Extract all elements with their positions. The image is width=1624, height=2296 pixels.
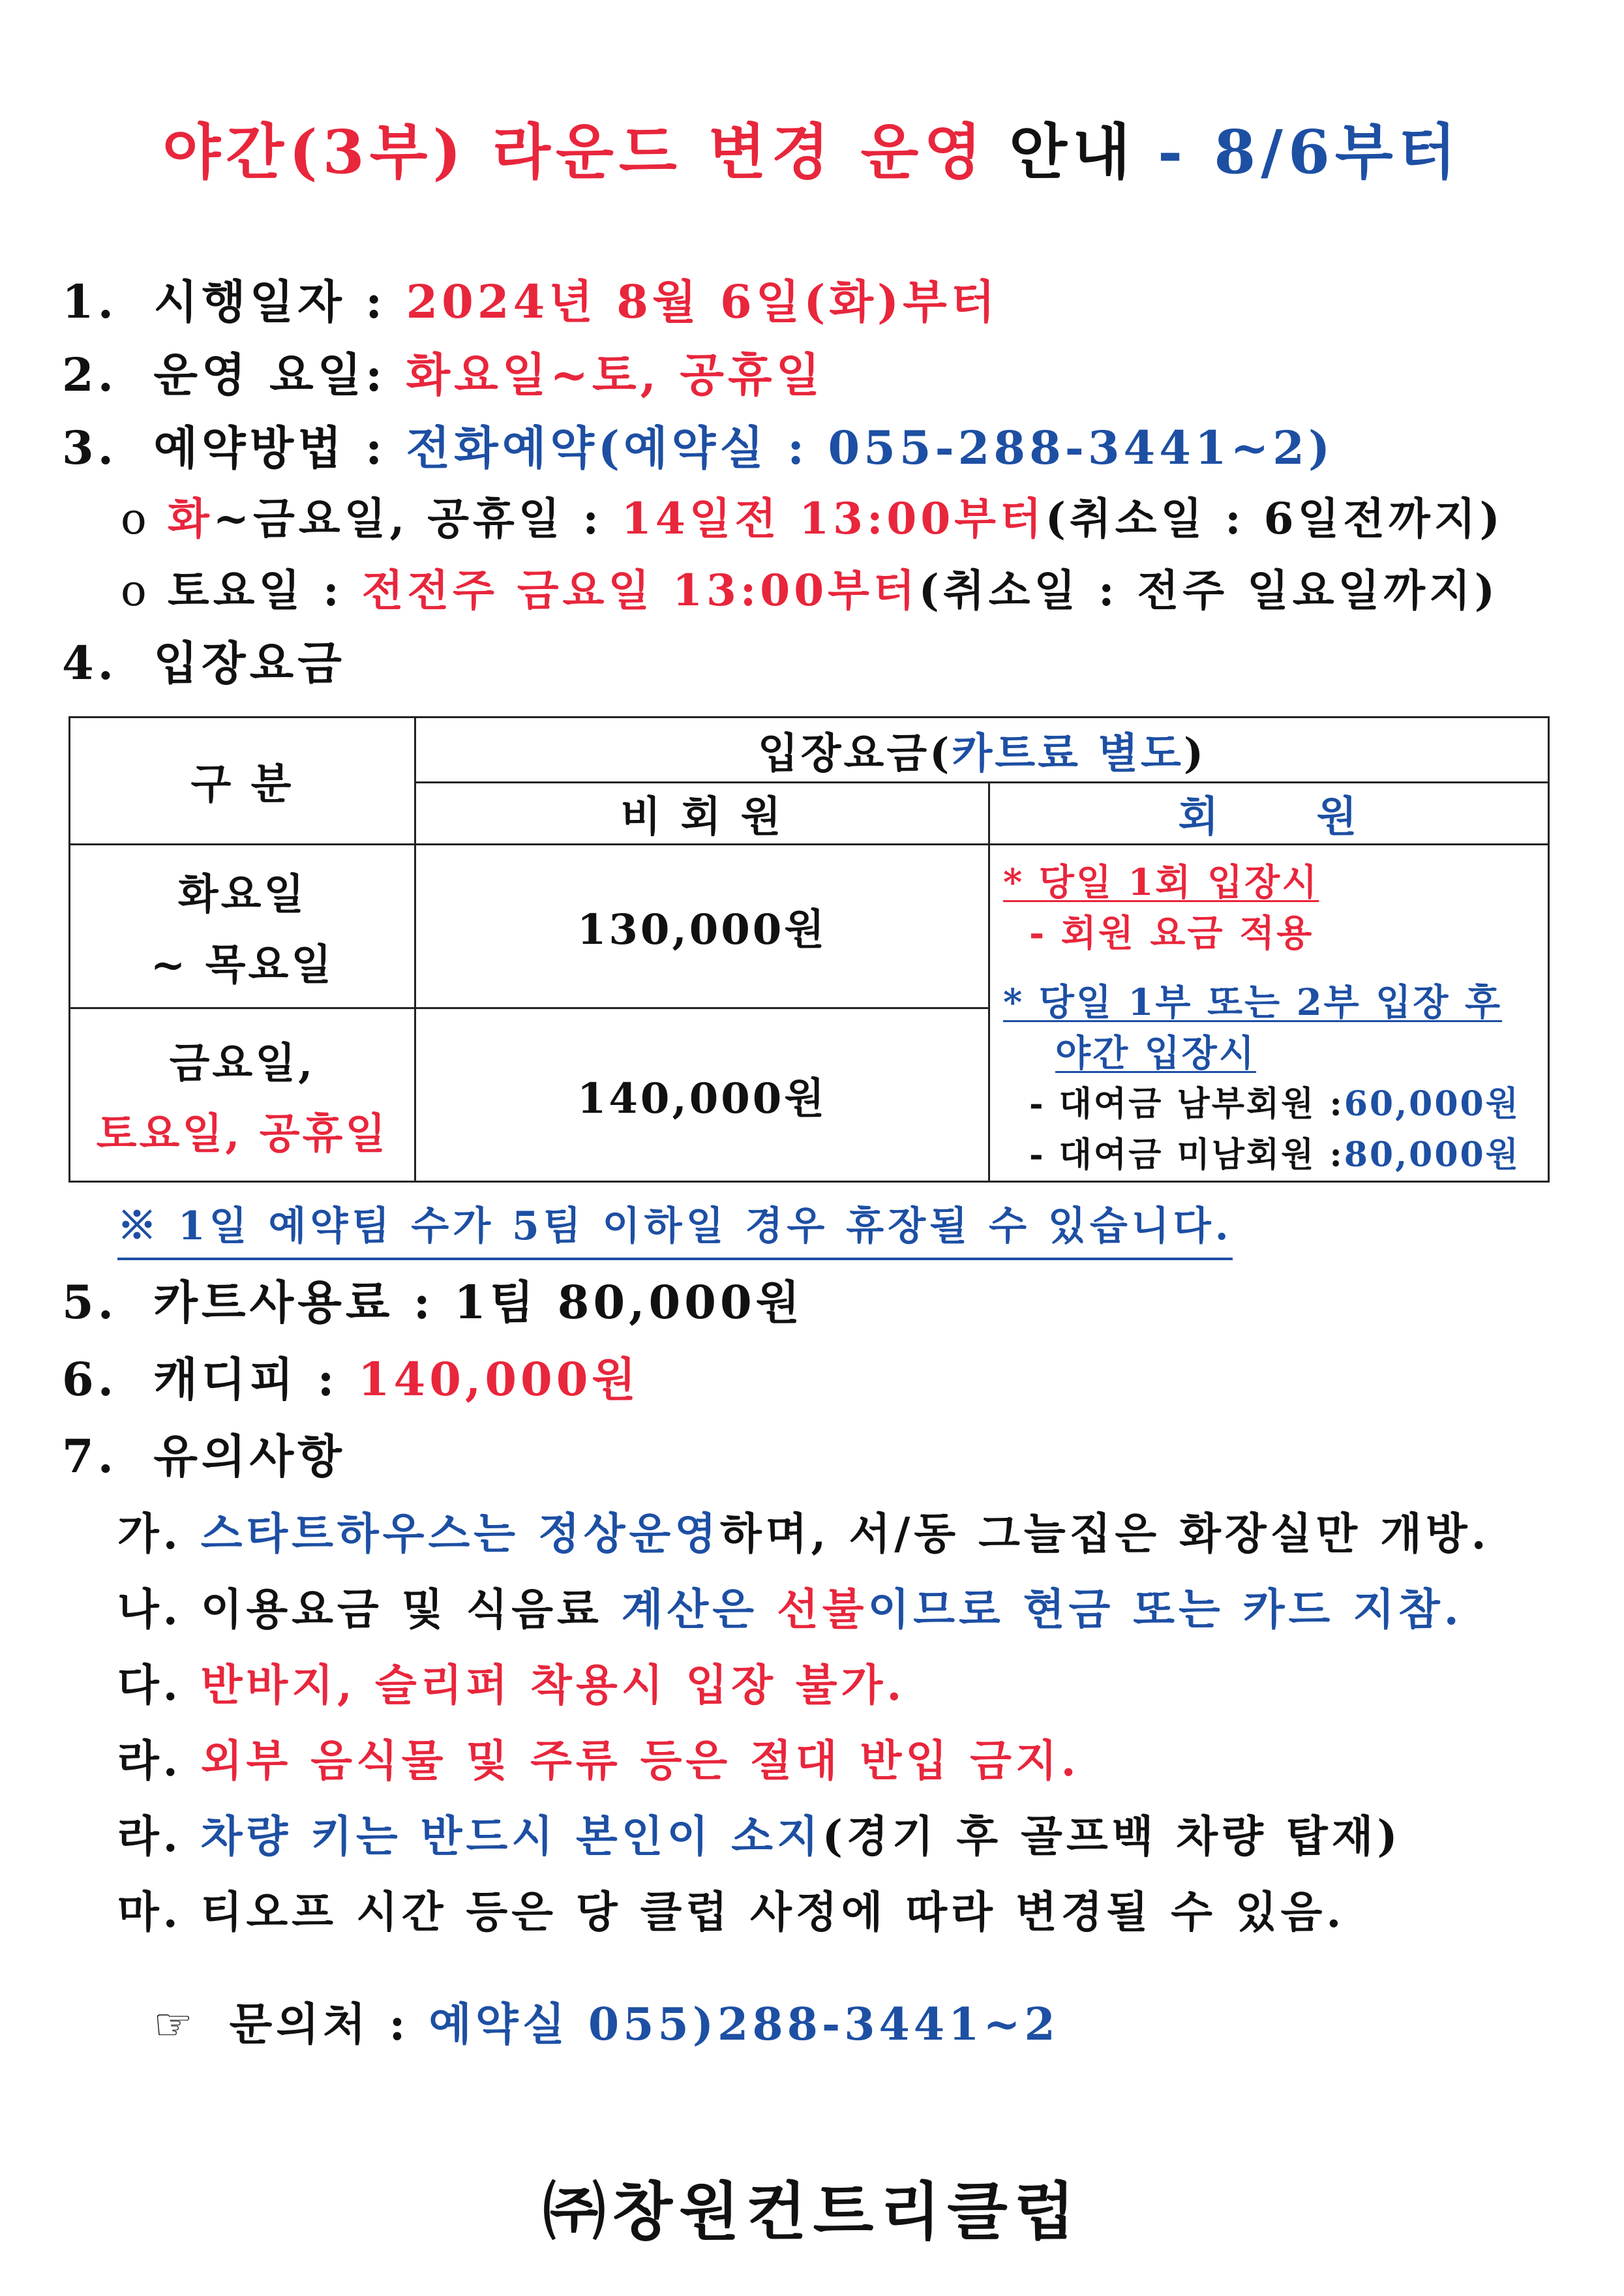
member-note-2-sub2 <box>1003 1130 1548 1181</box>
member-header: 회 원 <box>989 783 1549 845</box>
reservation-saturday-value: 전전주 금요일 13:00부터 <box>361 565 919 616</box>
note-ra-1 <box>117 1735 1080 1786</box>
section-start-date <box>62 275 999 329</box>
reservation-weekday-label-red: 화 <box>168 493 213 544</box>
note-ga-black: 하며, 서/동 그늘집은 화장실만 개방. <box>720 1508 1490 1559</box>
member-note-2-sub2-label: - 대여금 미남회원 : <box>1029 1135 1344 1175</box>
section-number: 4. <box>62 636 118 690</box>
note-na-blue2: 이므로 현금 또는 카드 지참. <box>867 1584 1463 1635</box>
weekday-line1: 화요일 <box>177 870 307 920</box>
note-prefix: 라. <box>117 1811 182 1862</box>
section-cart-fee <box>62 1275 804 1329</box>
section-value: 1팀 80,000원 <box>454 1275 804 1329</box>
reservation-saturday <box>121 565 1499 616</box>
title-black-part: 안내 <box>1009 117 1136 187</box>
weekend-line1: 금요일, <box>169 1038 316 1088</box>
member-note-2-sub2-value: 80,000원 <box>1344 1135 1520 1175</box>
section-number: 3. <box>62 421 118 475</box>
member-note-2-sub1 <box>1003 1079 1548 1130</box>
weekend-cell <box>70 1008 415 1182</box>
note-ra-2 <box>117 1811 1402 1862</box>
non-member-header: 비 회 원 <box>415 783 989 845</box>
section-label: 유의사항 <box>153 1429 346 1483</box>
note-ga <box>117 1508 1490 1559</box>
reservation-weekday <box>121 493 1504 544</box>
weekday-cell <box>70 845 415 1008</box>
note-ma-black: 티오프 시간 등은 당 클럽 사정에 따라 변경될 수 있음. <box>200 1886 1346 1937</box>
section-label: 운영 요일: <box>153 348 387 402</box>
member-note-1-sub: - 회원 요금 적용 <box>1029 912 1314 955</box>
section-label: 카트사용료 : <box>153 1275 434 1329</box>
note-na <box>117 1584 1463 1635</box>
note-ma <box>117 1886 1346 1937</box>
fee-header <box>415 718 1549 783</box>
organization-name: ㈜창원컨트리클럽 <box>543 2175 1081 2248</box>
table-row <box>70 845 1549 1008</box>
section-label: 시행일자 : <box>153 275 387 329</box>
member-note-2: * 당일 1부 또는 2부 입장 후 <box>1003 981 1503 1024</box>
note-prefix: 마. <box>117 1886 182 1937</box>
note-na-blue1: 계산은 <box>621 1584 758 1635</box>
fee-header-suffix: ) <box>1183 729 1207 778</box>
section-number: 7. <box>62 1429 118 1483</box>
weekday-price: 130,000원 <box>415 845 989 1008</box>
member-note-1: * 당일 1회 입장시 <box>1003 861 1319 904</box>
weekday-line2: ~ 목요일 <box>150 941 335 990</box>
member-note-2-cont: 야간 입장시 <box>1055 1032 1256 1075</box>
member-note-2-sub1-value: 60,000원 <box>1344 1084 1520 1124</box>
note-na-red: 선불 <box>776 1584 868 1635</box>
weekend-price: 140,000원 <box>415 1008 989 1182</box>
section-value: 화요일~토, 공휴일 <box>406 348 824 402</box>
note-ra2-blue: 차량 키는 반드시 본인이 소지 <box>200 1811 822 1862</box>
section-value: 140,000원 <box>357 1352 640 1406</box>
fee-header-cart: 카트료 별도 <box>952 729 1184 778</box>
member-notes-cell <box>989 845 1549 1182</box>
section-number: 2. <box>62 348 118 402</box>
section-number: 1. <box>62 275 118 329</box>
category-header: 구 분 <box>70 718 415 845</box>
contact-value: 예약실 055)288-3441~2 <box>429 1999 1059 2051</box>
title-red-part: 야간(3부) 라운드 변경 운영 <box>162 117 987 187</box>
note-da <box>117 1659 906 1710</box>
section-operating-days <box>62 348 824 402</box>
section-number: 6. <box>62 1352 118 1406</box>
note-da-red: 반바지, 슬리퍼 착용시 입장 불가. <box>200 1659 906 1710</box>
note-ga-blue: 스타트하우스는 정상운영 <box>200 1508 721 1559</box>
reservation-saturday-label: 토요일 : <box>168 565 343 616</box>
pointing-hand-icon: ☞ <box>153 1999 197 2051</box>
note-prefix: 가. <box>117 1508 182 1559</box>
note-prefix: 라. <box>117 1735 182 1786</box>
section-precautions <box>62 1429 346 1483</box>
table-header-row <box>70 718 1549 783</box>
weekend-line2: 토요일, 공휴일 <box>96 1109 389 1158</box>
section-entrance-fee <box>62 636 346 690</box>
contact-label: 문의처 : <box>229 1999 410 2051</box>
section-reservation-method <box>62 421 1334 475</box>
note-na-black: 이용요금 및 식음료 <box>200 1584 603 1635</box>
note-ra2-black: (경기 후 골프백 차량 탑재) <box>822 1811 1402 1862</box>
title-date-part: - 8/6부터 <box>1158 117 1462 187</box>
reservation-weekday-value: 14일전 13:00부터 <box>621 493 1045 544</box>
section-value: 전화예약(예약실 : 055-288-3441~2) <box>406 421 1334 475</box>
reservation-weekday-cancel: (취소일 : 6일전까지) <box>1045 493 1504 544</box>
fee-table <box>68 716 1550 1183</box>
member-note-2-sub1-label: - 대여금 남부회원 : <box>1029 1084 1344 1124</box>
section-value: 2024년 8월 6일(화)부터 <box>406 275 999 329</box>
bullet-icon: o <box>121 494 151 544</box>
closure-notice: ※ 1일 예약팀 수가 5팀 이하일 경우 휴장될 수 있습니다. <box>117 1195 1233 1260</box>
section-number: 5. <box>62 1275 118 1329</box>
reservation-saturday-cancel: (취소일 : 전주 일요일까지) <box>918 565 1499 616</box>
section-caddie-fee <box>62 1352 640 1406</box>
bullet-icon: o <box>121 566 151 616</box>
section-label: 예약방법 : <box>153 421 387 475</box>
note-prefix: 다. <box>117 1659 182 1710</box>
page-title <box>0 104 1624 190</box>
contact-line <box>153 1999 1059 2051</box>
reservation-weekday-label: ~금요일, 공휴일 : <box>213 493 603 544</box>
section-label: 캐디피 : <box>153 1352 338 1406</box>
section-label: 입장요금 <box>153 636 346 690</box>
fee-header-prefix: 입장요금( <box>757 729 952 778</box>
note-ra1-red: 외부 음식물 및 주류 등은 절대 반입 금지. <box>200 1735 1080 1786</box>
note-prefix: 나. <box>117 1584 182 1635</box>
